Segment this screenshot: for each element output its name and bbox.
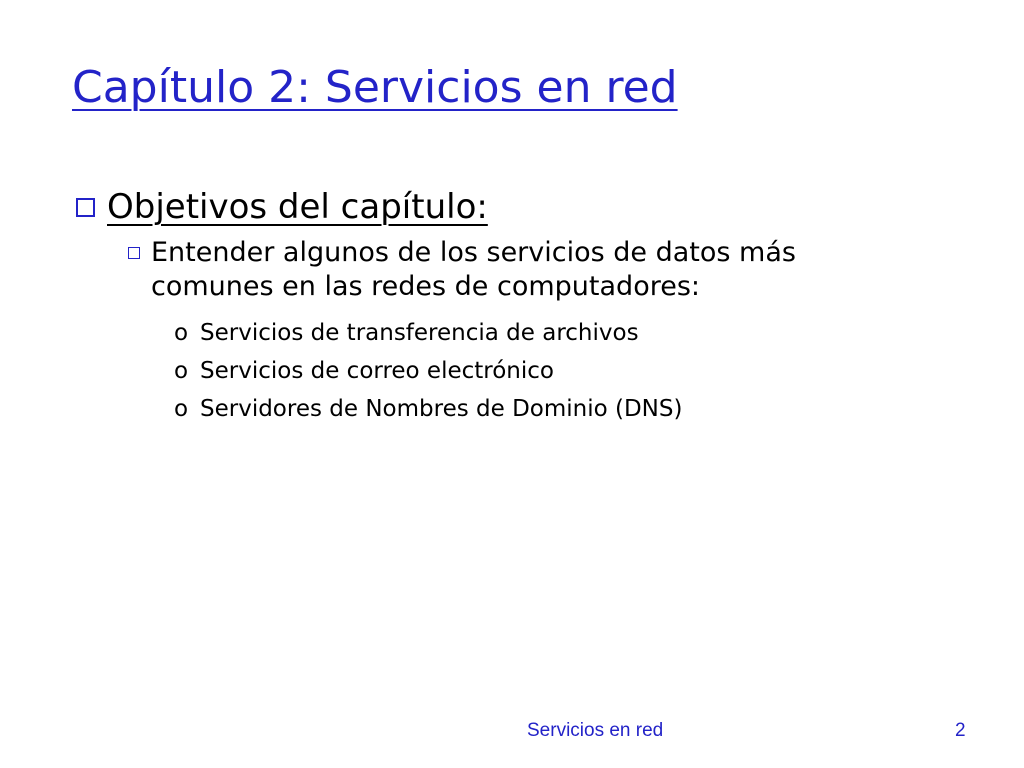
sub-bullet-text: Servidores de Nombres de Dominio (DNS) — [200, 396, 683, 422]
bullet-understand-label: Entender algunos de los servicios de datos más comunes en las redes de computadores: — [151, 237, 796, 302]
page-number: 2 — [955, 720, 966, 741]
sub-bullet-item — [174, 390, 682, 428]
sub-bullet-text: Servicios de correo electrónico — [200, 358, 554, 384]
square-bullet-icon — [76, 198, 95, 217]
sub-bullet-marker: o — [174, 396, 189, 422]
slide-title: Capítulo 2: Servicios en red — [72, 62, 678, 113]
bullet-objectives — [76, 186, 488, 228]
bullet-understand — [128, 236, 911, 304]
sub-bullet-text: Servicios de transferencia de archivos — [200, 320, 639, 346]
bullet-objectives-label: Objetivos del capítulo: — [107, 187, 488, 227]
square-bullet-icon — [128, 247, 140, 259]
sub-bullet-list — [174, 314, 682, 428]
footer-label: Servicios en red — [527, 720, 664, 741]
sub-bullet-marker: o — [174, 358, 189, 384]
sub-bullet-item — [174, 314, 682, 352]
sub-bullet-marker: o — [174, 320, 189, 346]
sub-bullet-item — [174, 352, 682, 390]
